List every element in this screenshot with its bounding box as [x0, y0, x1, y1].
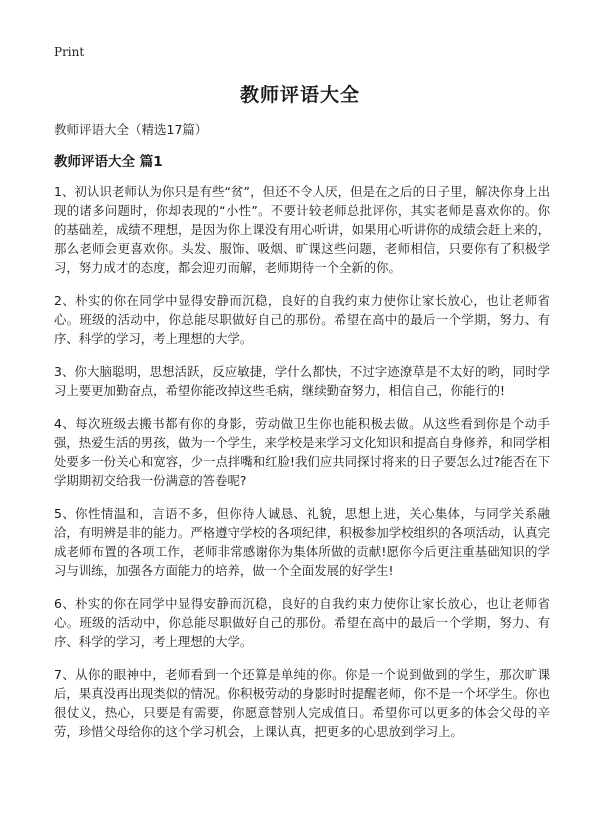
paragraph-2: 2、朴实的你在同学中显得安静而沉稳，良好的自我约束力使你让家长放心，也让老师省心。班级的活动中，你总能尽职做好自己的那份。希望在高中的最后一个学期，努力、有序、科学的学习，考上理想的大学。 — [54, 293, 550, 346]
paragraph-7: 7、从你的眼神中，老师看到一个还算是单纯的你。你是一个说到做到的学生，那次旷课后，果真没再出现类似的情况。你积极劳动的身影时时提醒老师，你不是一个坏学生。你也很仗义，热心，只要是有需要，你愿意替别人完成值日。希望你可以更多的体会父母的辛劳，珍惜父母给你的这个学习机会，上课认真，把更多的心思放到学习上。 — [54, 667, 550, 739]
paragraph-4: 4、每次班级去搬书都有你的身影，劳动做卫生你也能积极去做。从这些看到你是个动手强，热爱生活的男孩，做为一个学生，来学校是来学习文化知识和提高自身修养，和同学相处要多一份关心和宽容，少一点拌嘴和红脸!我们应共同探讨将来的日子要怎么过?能否在下学期期初交给我一份满意的答卷呢? — [54, 416, 550, 488]
page-title: 教师评语大全 — [239, 84, 360, 106]
print-link[interactable]: Print — [54, 45, 85, 59]
paragraph-1: 1、初认识老师认为你只是有些“贫”，但还不令人厌，但是在之后的日子里，解决你身上出现的诸多问题时，你却表现的“小性”。不要计较老师总批评你，其实老师是喜欢你的。你的基础差，成绩不理想，是因为你上课没有用心听讲，如果用心听讲你的成绩会赶上来的，那么老师会更喜欢你。头发、服饰、吸烟、旷课这些问题，老师相信，只要你有了积极学习，努力成才的态度，都会迎刃而解，老师期待一个全新的你。 — [54, 184, 550, 275]
paragraph-3: 3、你大脑聪明，思想活跃，反应敏捷，学什么都快，不过字迹潦草是不太好的哟，同时学习上要更加勤奋点，希望你能改掉这些毛病，继续勤奋努力，相信自己，你能行的! — [54, 364, 550, 398]
paragraph-6: 6、朴实的你在同学中显得安静而沉稳，良好的自我约束力使你让家长放心，也让老师省心。班级的活动中，你总能尽职做好自己的那份。希望在高中的最后一个学期，努力、有序、科学的学习，考上理想的大学。 — [54, 596, 550, 649]
article-body — [54, 182, 550, 755]
paragraph-5: 5、你性情温和，言语不多，但你待人诚恳、礼貌，思想上进，关心集体，与同学关系融洽，有明辨是非的能力。严格遵守学校的各项纪律，积极参加学校组织的各项活动，认真完成老师布置的各项工作，老师非常感谢你为集体所做的贡献!愿你今后更注重基础知识的学习与训练，加强各方面能力的培养，做一个全面发展的好学生! — [54, 506, 550, 578]
section-heading: 教师评语大全 篇1 — [54, 154, 163, 170]
document-subtitle: 教师评语大全（精选17篇） — [54, 122, 208, 137]
